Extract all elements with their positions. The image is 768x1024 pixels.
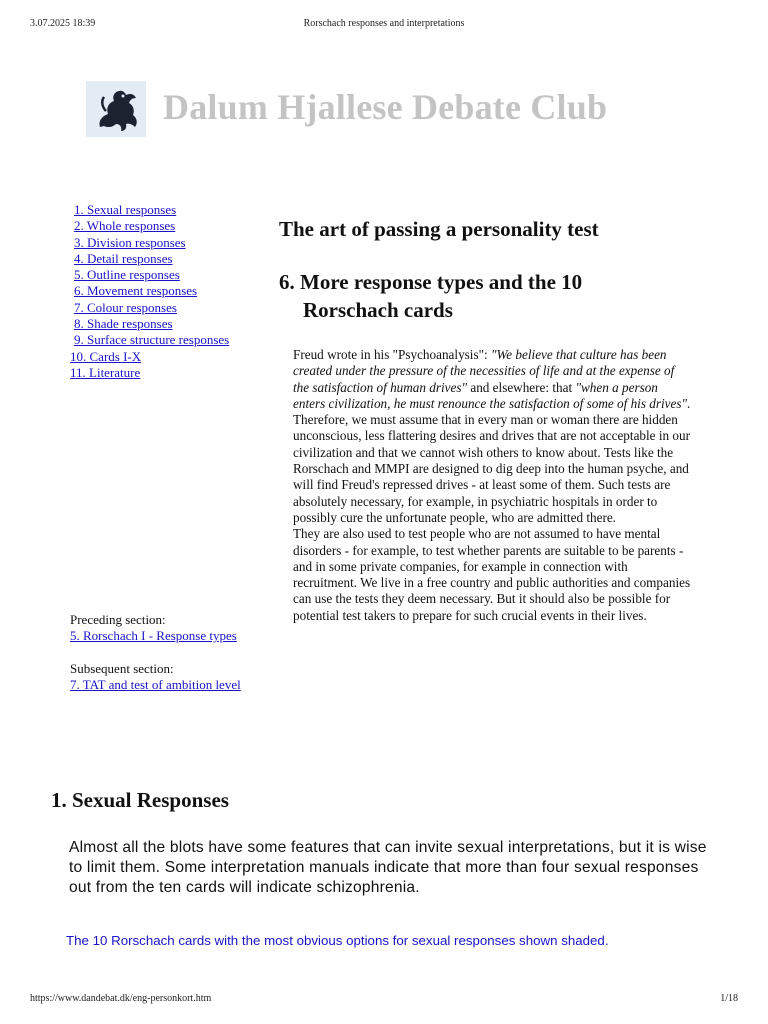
article-title: The art of passing a personality test (279, 217, 599, 241)
print-url: https://www.dandebat.dk/eng-personkort.htm (30, 993, 212, 1004)
nav-link-division-responses[interactable]: 3. Division responses (74, 234, 186, 250)
nav-link-sexual-responses[interactable]: 1. Sexual responses (74, 202, 177, 217)
sexual-responses-heading: 1. Sexual Responses (51, 788, 229, 812)
intro-text (293, 347, 693, 624)
nav-link-surface-structure-responses[interactable]: 9. Surface structure responses (74, 332, 230, 348)
intro-text-c: . Therefore, we must assume that in every man or woman there are hidden unconscious, less flattering desires and drives that are not acceptable in our civilization and that we cannot wish others to know about. Tests like the Rorschach and MMPI are designed to dig deep into the human psyche, and will find Freud's repressed drives - at least some of them. Such tests are absolutely necessary, for example, in psychiatric hospitals in order to possibly cure the unfortunate people, who are admitted there. (293, 395, 691, 525)
nav-link-outline-responses[interactable]: 5. Outline responses (74, 267, 180, 283)
section-title-line-2: Rorschach cards (303, 298, 453, 322)
nav-link-literature[interactable]: 11. Literature (70, 364, 141, 380)
nav-link-cards[interactable]: 10. Cards I-X (70, 348, 142, 364)
cards-caption: The 10 Rorschach cards with the most obvious options for sexual responses shown shaded. (66, 933, 609, 948)
intro-text-a: Freud wrote in his "Psychoanalysis": (293, 347, 491, 362)
freud-quote-2: "when a person enters civilization, he must renounce the satisfaction of some of his drives" (293, 379, 688, 411)
nav-link-colour-responses[interactable]: 7. Colour responses (74, 299, 177, 315)
subsequent-section-link[interactable]: 7. TAT and test of ambition level (70, 676, 241, 692)
print-page-number: 1/18 (720, 993, 738, 1004)
nav-link-whole-responses[interactable]: 2. Whole responses (74, 218, 176, 234)
section-nav (70, 202, 240, 381)
nav-link-movement-responses[interactable]: 6. Movement responses (74, 283, 198, 299)
section-title-line-1: 6. More response types and the 10 (279, 270, 583, 294)
print-title: Rorschach responses and interpretations (303, 18, 465, 29)
sexual-responses-paragraph: Almost all the blots have some features that can invite sexual interpretations, but it is wise to limit them. Some interpretation manuals indicate that more than four sexual responses out from the ten cards will indicate schizophrenia. (69, 839, 707, 896)
site-title: Dalum Hjallese Debate Club (163, 87, 608, 127)
freud-quote-1: "We believe that culture has been created under the pressure of the necessities of life and at the expense of the satisfaction of human drives" (293, 347, 675, 395)
griffin-logo-icon (86, 81, 146, 137)
intro-text-b: and elsewhere: that (467, 379, 576, 395)
intro-paragraph-2: They are also used to test people who are not assumed to have mental disorders - for example, to test whether parents are suitable to be parents - and in some private companies, for example in connection with recruitment. We live in a free country and public authorities and companies can use the tests they deem necessary. But it should also be possible for potential test takers to prepare for such crucial events in their lives. (293, 526, 691, 623)
intro-paragraph-1 (293, 347, 693, 526)
subsequent-label: Subsequent section: (70, 660, 174, 676)
print-date: 3.07.2025 18:39 (30, 18, 96, 29)
section-title (279, 268, 699, 324)
preceding-label: Preceding section: (70, 612, 166, 627)
related-sections (70, 612, 250, 693)
preceding-section-link[interactable]: 5. Rorschach I - Response types (70, 628, 237, 644)
nav-link-detail-responses[interactable]: 4. Detail responses (74, 250, 173, 266)
nav-link-shade-responses[interactable]: 8. Shade responses (74, 316, 173, 332)
